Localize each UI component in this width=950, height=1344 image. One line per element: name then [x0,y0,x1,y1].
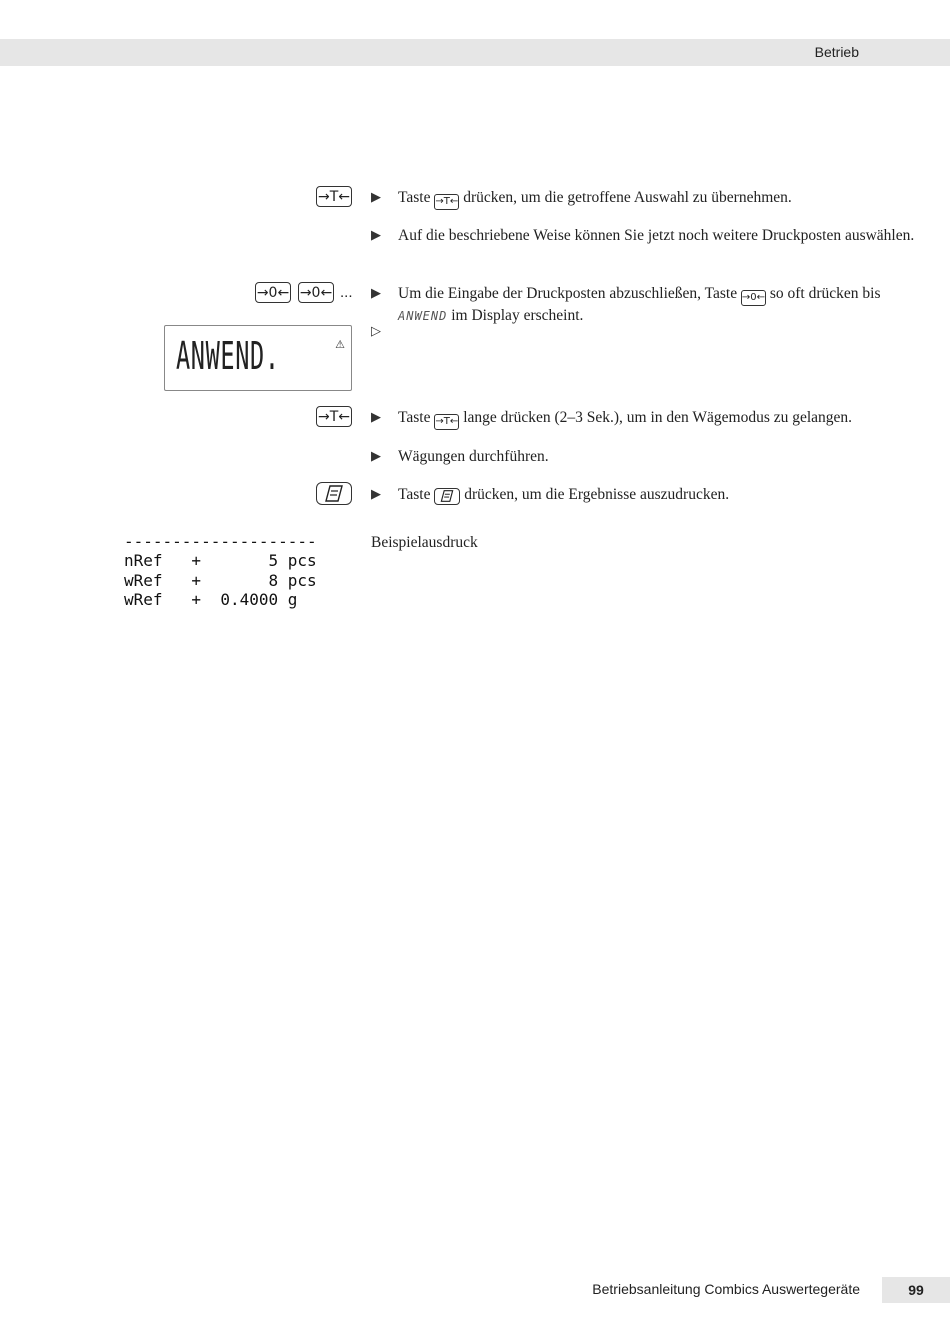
zero-key-icon: →0← [255,282,291,303]
warning-triangle-icon: ⚠ [335,338,345,351]
step-2: Auf die beschriebene Weise können Sie jetzt noch weitere Druckposten auswählen. [398,227,915,244]
step-4-pre: Taste [398,409,431,426]
ellipsis: ... [340,284,353,301]
zero-key-inline-icon: →0← [741,290,766,306]
step-bullet: ▶ [371,410,381,425]
zero-key-icon: →0← [298,282,334,303]
section-title: Betrieb [814,44,859,60]
tare-key-icon: →T← [316,406,352,427]
sample-printout [124,532,317,609]
step-1-post: drücken, um die getroffene Auswahl zu übernehmen. [463,189,792,206]
print-key-inline-icon [434,488,460,505]
printout-line: nRef + 5 pcs [124,551,317,571]
step-1-pre: Taste [398,189,431,206]
tare-key-inline-icon: →T← [434,414,459,430]
tare-key-inline-icon: →T← [434,194,459,210]
step-bullet: ▶ [371,487,381,502]
step-5: Wägungen durchführen. [398,448,549,465]
step-6-pre: Taste [398,486,431,503]
page-number: 99 [882,1277,950,1303]
result-bullet: ▷ [371,324,381,339]
step-3-pre: Um die Eingabe der Druckposten abzuschließen, Taste [398,285,738,302]
step-3 [398,284,918,326]
step-bullet: ▶ [371,228,381,243]
footer-title: Betriebsanleitung Combics Auswertegeräte [592,1281,860,1297]
printout-line: wRef + 8 pcs [124,570,317,590]
print-key-icon [316,482,352,505]
tare-key-icon: →T← [316,186,352,207]
step-4 [398,408,918,430]
printout-caption: Beispielausdruck [371,534,478,551]
step-bullet: ▶ [371,286,381,301]
printout-line: wRef + 0.4000 g [124,589,298,609]
step-6-post: drücken, um die Ergebnisse auszudrucken. [464,486,730,503]
step-bullet: ▶ [371,449,381,464]
step-4-post: lange drücken (2–3 Sek.), um in den Wägemodus zu gelangen. [463,409,853,426]
header-bar [0,39,950,66]
display-readout: ANWEND. [176,334,280,378]
step-bullet: ▶ [371,190,381,205]
step-1 [398,188,918,210]
scale-display [164,325,352,391]
step-3-post: so oft drücken bis [769,285,881,302]
display-inline-text: ANWEND [398,309,448,323]
step-3-post2: im Display erscheint. [451,307,584,324]
printout-line: -------------------- [124,532,317,551]
step-6 [398,485,918,505]
